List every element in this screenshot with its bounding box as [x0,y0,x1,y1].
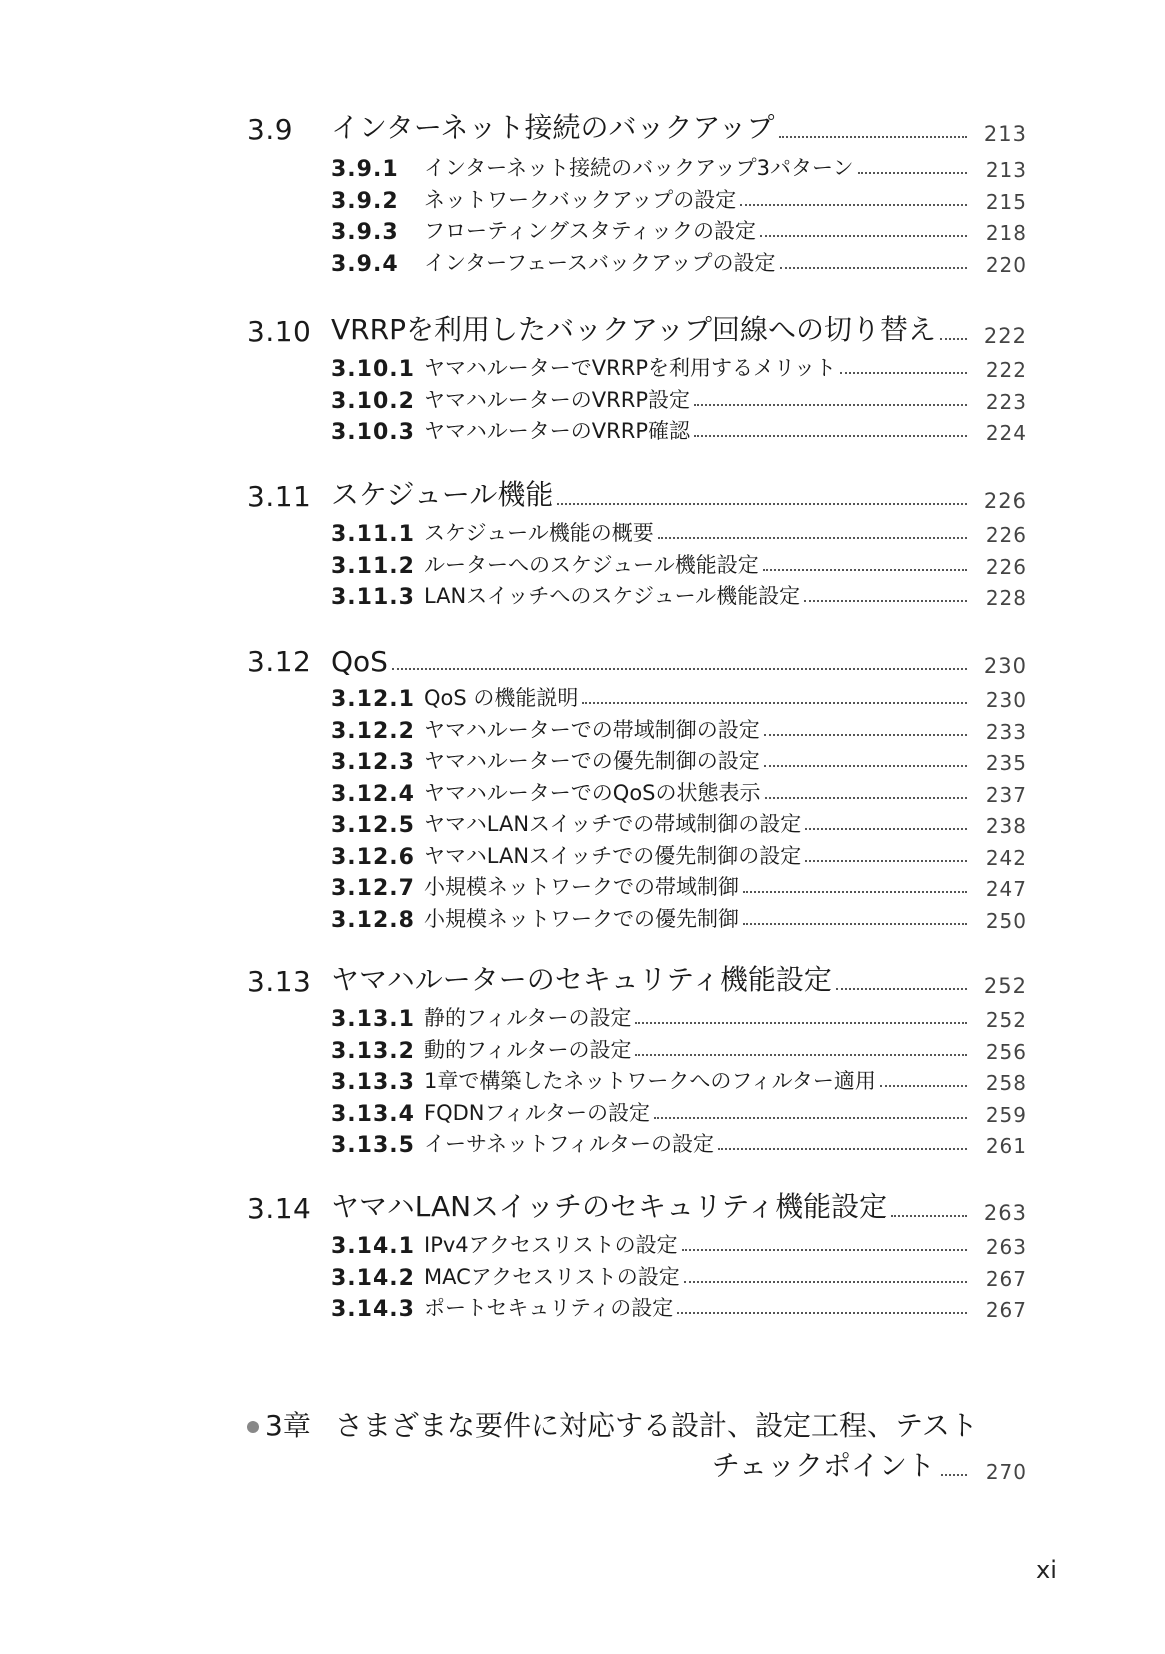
page-number: 222 [983,324,1027,348]
subsection-title: ヤマハルーターでの帯域制御の設定 [424,718,760,742]
page-number: 259 [985,1103,1027,1127]
subsection-title: ヤマハルーターでの優先制御の設定 [424,749,760,773]
toc-subsection-entry[interactable] [331,680,1027,712]
section-number: 3.9 [247,113,294,146]
page-number: 258 [985,1071,1027,1095]
dot-leader [891,1215,967,1217]
subsection-number: 3.10.1 [331,357,415,382]
subsection-title: 小規模ネットワークでの帯域制御 [424,875,739,899]
dot-leader [682,1249,967,1251]
dot-leader [840,372,967,374]
section-title: ヤマハルーターのセキュリティ機能設定 [331,963,832,996]
dot-leader [654,1117,967,1119]
subsection-number: 3.13.2 [331,1039,415,1064]
page-number: 220 [985,253,1027,277]
page-number: 252 [983,974,1027,998]
toc-subsection-entry[interactable] [331,838,1027,870]
dot-leader [804,600,967,602]
page-number: 224 [985,421,1027,445]
subsection-number: 3.14.2 [331,1266,415,1291]
dot-leader [582,702,967,704]
dot-leader [763,569,967,571]
subsection-title: FQDNフィルターの設定 [424,1101,650,1125]
toc-section-entry[interactable] [247,958,1027,998]
page-number: 242 [985,846,1027,870]
subsection-number: 3.12.4 [331,782,415,807]
dot-leader [940,338,967,340]
section-number: 3.12 [247,645,312,678]
page-number: 235 [985,751,1027,775]
dot-leader [677,1312,967,1314]
page-number: 228 [985,586,1027,610]
chapter-summary-title-line1: さまざまな要件に対応する設計、設定工程、テスト [335,1409,978,1442]
subsection-title: ヤマハLANスイッチでの帯域制御の設定 [424,812,802,836]
subsection-title: ルーターへのスケジュール機能設定 [424,553,759,577]
subsection-title: IPv4アクセスリストの設定 [424,1233,678,1257]
dot-leader [764,734,967,736]
page-number: 247 [985,877,1027,901]
page-number: 223 [985,390,1027,414]
page-number: 270 [985,1460,1027,1484]
toc-subsection-entry[interactable] [331,1032,1027,1064]
toc-subsection-entry[interactable] [331,901,1027,933]
subsection-number: 3.12.6 [331,845,415,870]
dot-leader [836,988,967,990]
section-title: VRRPを利用したバックアップ回線への切り替え [331,313,936,346]
dot-leader [805,828,967,830]
dot-leader [765,797,968,799]
toc-subsection-entry[interactable] [331,1000,1027,1032]
page-number: 218 [985,221,1027,245]
section-number: 3.13 [247,965,312,998]
dot-leader [880,1085,967,1087]
toc-subsection-entry[interactable] [331,1063,1027,1095]
subsection-title: QoS の機能説明 [424,686,579,710]
dot-leader [805,860,967,862]
page-number: 222 [985,358,1027,382]
toc-subsection-entry[interactable] [331,150,1027,182]
toc-subsection-entry[interactable] [331,182,1027,214]
subsection-title: ヤマハLANスイッチでの優先制御の設定 [424,844,802,868]
toc-subsection-entry[interactable] [331,578,1027,610]
dot-leader [658,537,967,539]
subsection-title: ヤマハルーターのVRRP確認 [424,419,691,443]
dot-leader [635,1022,967,1024]
toc-subsection-entry[interactable] [331,806,1027,838]
toc-section-entry[interactable] [247,1185,1027,1225]
toc-subsection-entry[interactable] [331,547,1027,579]
toc-subsection-entry[interactable] [331,413,1027,445]
page-number: 250 [985,909,1027,933]
subsection-title: LANスイッチへのスケジュール機能設定 [424,584,801,608]
toc-subsection-entry[interactable] [331,213,1027,245]
dot-leader [780,267,967,269]
subsection-title: 静的フィルターの設定 [424,1006,632,1030]
page-number: 215 [985,190,1027,214]
subsection-title: イーサネットフィルターの設定 [424,1132,715,1156]
section-title: ヤマハLANスイッチのセキュリティ機能設定 [331,1190,888,1223]
page-number: 226 [985,555,1027,579]
subsection-number: 3.9.1 [331,157,399,182]
subsection-number: 3.10.3 [331,420,415,445]
subsection-title: インターネット接続のバックアップ3パターン [424,156,854,180]
dot-leader [694,404,967,406]
dot-leader [941,1474,967,1476]
section-number: 3.11 [247,480,312,513]
subsection-title: 1章で構築したネットワークへのフィルター適用 [424,1069,876,1093]
dot-leader [779,136,967,138]
dot-leader [760,235,967,237]
dot-leader [740,204,967,206]
toc-subsection-entry[interactable] [331,1259,1027,1291]
page-number: 233 [985,720,1027,744]
toc-subsection-entry[interactable] [331,382,1027,414]
subsection-title: ヤマハルーターでVRRPを利用するメリット [424,356,837,380]
dot-leader [392,668,967,670]
page-number: 267 [985,1267,1027,1291]
page-number: 261 [985,1134,1027,1158]
subsection-number: 3.12.1 [331,687,415,712]
toc-subsection-entry[interactable] [331,245,1027,277]
toc-section-entry[interactable] [247,308,1027,348]
toc-section-entry[interactable] [247,638,1027,678]
subsection-number: 3.13.5 [331,1133,415,1158]
subsection-number: 3.10.2 [331,389,415,414]
page-number: 263 [983,1201,1027,1225]
chapter-label: 3章 [265,1409,311,1442]
toc-subsection-entry[interactable] [331,1095,1027,1127]
subsection-title: ポートセキュリティの設定 [424,1296,674,1320]
subsection-title: スケジュール機能の概要 [424,521,654,545]
page-number: 213 [983,122,1027,146]
subsection-number: 3.11.3 [331,585,415,610]
subsection-title: ネットワークバックアップの設定 [424,188,737,212]
subsection-number: 3.13.3 [331,1070,415,1095]
section-number: 3.10 [247,315,312,348]
page-number: 252 [985,1008,1027,1032]
dot-leader [743,891,967,893]
section-number: 3.14 [247,1192,312,1225]
subsection-title: 動的フィルターの設定 [424,1038,632,1062]
chapter-summary-entry[interactable] [247,1404,1027,1484]
page-number: 237 [985,783,1027,807]
subsection-title: ヤマハルーターのVRRP設定 [424,388,691,412]
toc-section-entry[interactable] [247,473,1027,513]
section-title: インターネット接続のバックアップ [331,111,775,144]
toc-subsection-entry[interactable] [331,712,1027,744]
page-number: 226 [985,523,1027,547]
toc-subsection-entry[interactable] [331,350,1027,382]
subsection-number: 3.14.3 [331,1297,415,1322]
chapter-summary-title-line2: チェックポイント [711,1449,935,1482]
subsection-title: MACアクセスリストの設定 [424,1265,680,1289]
subsection-title: フローティングスタティックの設定 [424,219,757,243]
dot-leader [557,503,967,505]
dot-leader [635,1054,967,1056]
page-number: 263 [985,1235,1027,1259]
subsection-number: 3.13.1 [331,1007,415,1032]
page-number: 256 [985,1040,1027,1064]
toc-subsection-entry[interactable] [331,1126,1027,1158]
page-number: 226 [983,489,1027,513]
toc-subsection-entry[interactable] [331,1227,1027,1259]
subsection-number: 3.11.2 [331,554,415,579]
dot-leader [764,765,967,767]
subsection-number: 3.12.7 [331,876,415,901]
toc-subsection-entry[interactable] [331,515,1027,547]
dot-leader [694,435,967,437]
subsection-number: 3.12.5 [331,813,415,838]
dot-leader [743,923,967,925]
subsection-title: インターフェースバックアップの設定 [424,251,776,275]
page-folio: xi [1036,1556,1057,1584]
dot-leader [718,1148,967,1150]
bullet-icon [247,1421,259,1433]
page-number: 230 [983,654,1027,678]
page-number: 267 [985,1298,1027,1322]
subsection-number: 3.14.1 [331,1234,415,1259]
subsection-number: 3.9.4 [331,252,399,277]
subsection-number: 3.12.2 [331,719,415,744]
subsection-title: ヤマハルーターでのQoSの状態表示 [424,781,761,805]
subsection-number: 3.9.2 [331,189,399,214]
toc-subsection-entry[interactable] [331,743,1027,775]
subsection-title: 小規模ネットワークでの優先制御 [424,907,739,931]
toc-subsection-entry[interactable] [331,775,1027,807]
page-number: 230 [985,688,1027,712]
section-title: スケジュール機能 [331,478,554,511]
subsection-number: 3.9.3 [331,220,399,245]
toc-subsection-entry[interactable] [331,1290,1027,1322]
subsection-number: 3.12.8 [331,908,415,933]
dot-leader [858,172,967,174]
page-number: 238 [985,814,1027,838]
subsection-number: 3.11.1 [331,522,415,547]
section-title: QoS [331,645,388,678]
subsection-number: 3.12.3 [331,750,415,775]
subsection-number: 3.13.4 [331,1102,415,1127]
toc-section-entry[interactable] [247,106,1027,146]
toc-subsection-entry[interactable] [331,869,1027,901]
page-number: 213 [985,158,1027,182]
dot-leader [684,1281,967,1283]
